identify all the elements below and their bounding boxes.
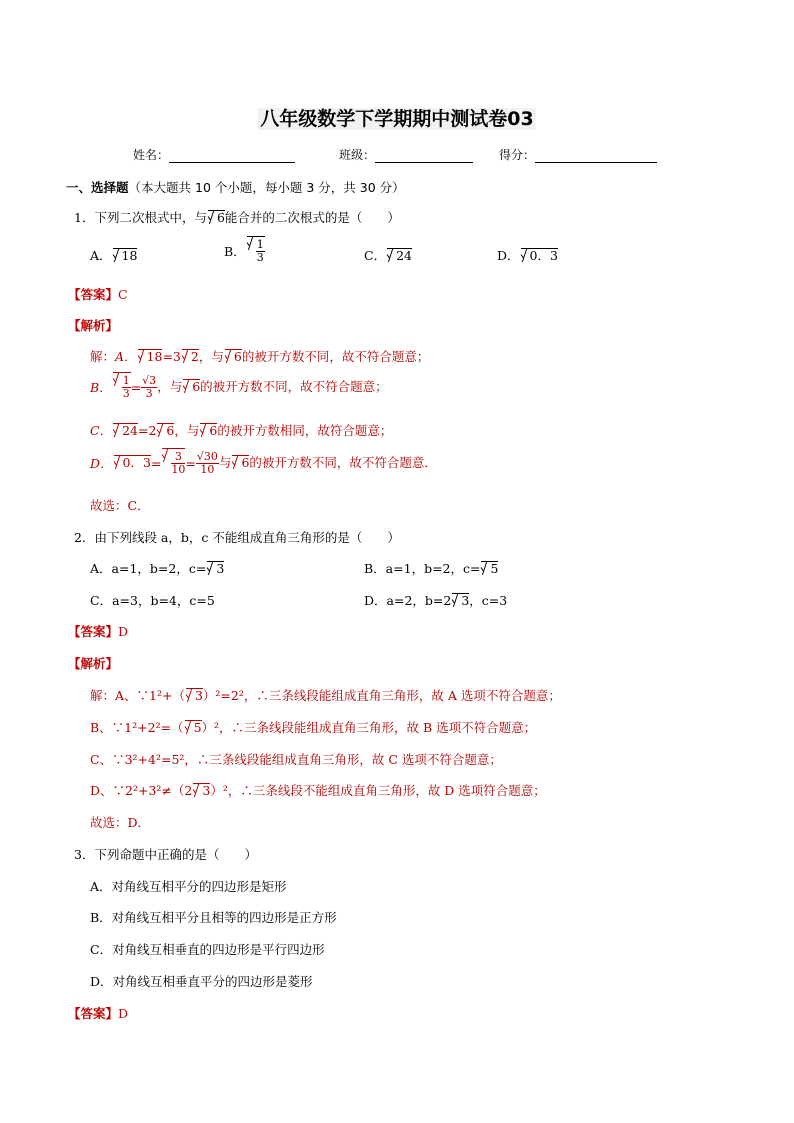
q3-option-c: C．对角线互相垂直的四边形是平行四边形 [90, 942, 325, 957]
q1-analysis-label: 【解析】 [68, 318, 119, 333]
q1-exp-line-2: B． $\frac{1}{3}$ = $\frac{√3}{3}$ ，与 6的被开方数不同，故不符合题意； [90, 374, 388, 400]
q2-exp-line-1: 解：A、∵1²+（ 3）²=2²，∴三条线段能组成直角三角形，故 A 选项不符合题意； [90, 688, 561, 703]
q1-answer: 【答案】C [68, 287, 128, 302]
q2-answer: 【答案】D [68, 624, 129, 639]
name-blank[interactable] [169, 150, 295, 163]
q3-stem: 3．下列命题中正确的是（ ） [74, 847, 257, 862]
q1-option-c: C． 24 [364, 248, 412, 263]
q2-stem: 2．由下列线段 a，b，c 不能组成直角三角形的是（ ） [74, 530, 400, 545]
score-field: 得分： [499, 146, 657, 163]
q2-exp-line-4: D、∵2²+3²≠（2 3）²，∴三条线段不能组成直角三角形，故 D 选项符合题意； [90, 783, 546, 798]
q1-option-a: A． 18 [90, 248, 138, 263]
q1-stem: 1．下列二次根式中，与 6能合并的二次根式的是（ ） [74, 210, 400, 225]
q1-option-d: D． 0．3 [497, 248, 558, 263]
name-field: 姓名： [133, 146, 295, 163]
score-blank[interactable] [535, 150, 657, 163]
q1-exp-line-4: D． 0．3= $\frac{3}{10}$ = $\frac{√30}{10}$ 与 6的被开方数不同，故不符合题意． [90, 450, 437, 476]
q2-exp-line-3: C、∵3²+4²=5²，∴三条线段能组成直角三角形，故 C 选项不符合题意； [90, 752, 502, 767]
q1-exp-line-1: 解：A． 18=3 2，与 6的被开方数不同，故不符合题意； [90, 349, 430, 364]
q2-exp-line-2: B、∵1²+2²=（ 5）²，∴三条线段能组成直角三角形，故 B 选项不符合题意； [90, 720, 537, 735]
q2-option-a: A．a=1，b=2，c= 3 [90, 561, 225, 576]
q2-conclusion: 故选：D． [90, 815, 151, 830]
q1-conclusion: 故选：C． [90, 498, 150, 513]
q3-option-b: B．对角线互相平分且相等的四边形是正方形 [90, 910, 337, 925]
q3-option-d: D．对角线互相垂直平分的四边形是菱形 [90, 974, 313, 989]
q3-option-a: A．对角线互相平分的四边形是矩形 [90, 879, 287, 894]
q2-option-c: C．a=3，b=4，c=5 [90, 593, 215, 608]
q2-option-d: D．a=2，b=2 3，c=3 [364, 593, 508, 608]
q2-analysis-label: 【解析】 [68, 656, 119, 671]
q1-exp-line-3: C． 24=2 6，与 6的被开方数相同，故符合题意； [90, 423, 393, 438]
page-title: 八年级数学下学期期中测试卷03 [260, 108, 534, 130]
q1-option-b: B． $\frac{1}{3}$ [224, 238, 264, 264]
class-blank[interactable] [375, 150, 473, 163]
q2-option-b: B．a=1，b=2，c= 5 [364, 561, 499, 576]
q3-answer: 【答案】D [68, 1006, 129, 1021]
class-field: 班级： [339, 146, 473, 163]
section-heading: 一、选择题（本大题共 10 个小题，每小题 3 分，共 30 分） [66, 180, 405, 195]
